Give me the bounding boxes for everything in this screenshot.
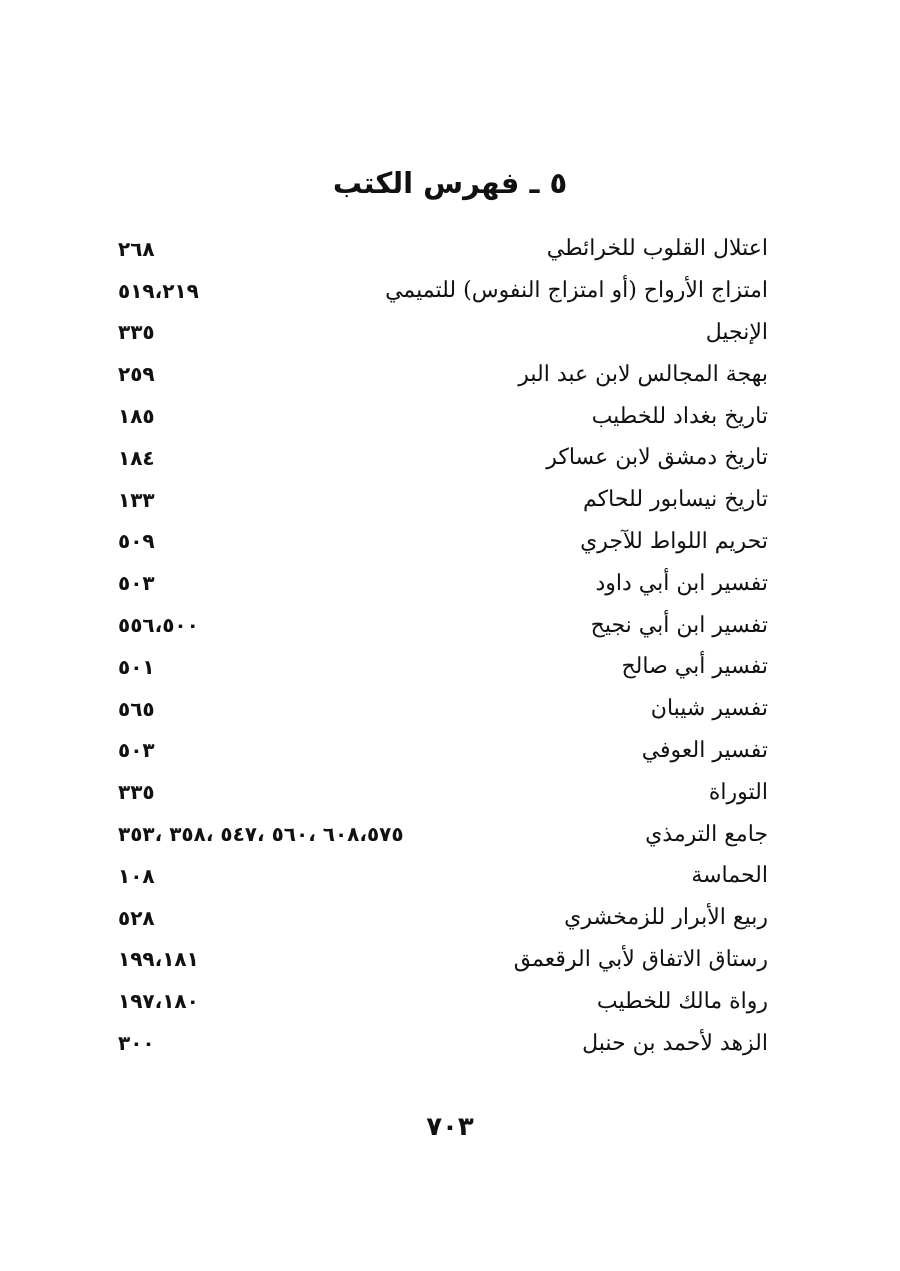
- entry-pages: ٣٣٥: [118, 780, 155, 805]
- entry-title: رواة مالك للخطيب: [596, 988, 768, 1014]
- index-entry: [118, 521, 768, 563]
- entry-title: تفسير ابن أبي نجيح: [590, 612, 768, 638]
- book-index-list: [118, 228, 768, 1064]
- entry-pages: ٥٠٩: [118, 529, 155, 554]
- entry-pages: ٥١٩،٢١٩: [118, 278, 199, 303]
- index-entry: [118, 228, 768, 270]
- entry-pages: ١٨٥: [118, 404, 155, 429]
- index-entry: [118, 1022, 768, 1064]
- index-entry: [118, 646, 768, 688]
- entry-title: تاريخ دمشق لابن عساكر: [546, 445, 768, 471]
- entry-pages: ٥٠٣: [118, 571, 155, 596]
- entry-title: تفسير العوفي: [641, 737, 768, 763]
- entry-title: جامع الترمذي: [645, 821, 768, 847]
- index-entry: [118, 771, 768, 813]
- entry-title: تحريم اللواط للآجري: [580, 528, 768, 554]
- entry-pages: ٦٠٨،٥٧٥ ،٥٦٠ ،٥٤٧ ،٣٥٨ ،٣٥٣: [118, 822, 404, 847]
- index-entry: [118, 604, 768, 646]
- index-entry: [118, 813, 768, 855]
- entry-title: الزهد لأحمد بن حنبل: [582, 1030, 768, 1056]
- entry-title: الإنجيل: [705, 319, 768, 345]
- entry-pages: ١٩٩،١٨١: [118, 947, 199, 972]
- entry-pages: ٢٥٩: [118, 362, 155, 387]
- entry-pages: ٣٣٥: [118, 320, 155, 345]
- index-entry: [118, 939, 768, 981]
- index-entry: [118, 437, 768, 479]
- index-entry: [118, 395, 768, 437]
- entry-title: امتزاج الأرواح (أو امتزاج النفوس) للتميمي: [385, 278, 768, 304]
- index-entry: [118, 897, 768, 939]
- index-entry: [118, 688, 768, 730]
- index-entry: [118, 353, 768, 395]
- entry-title: الحماسة: [691, 863, 768, 889]
- entry-title: تفسير ابن أبي داود: [595, 570, 768, 596]
- index-entry: [118, 730, 768, 772]
- entry-title: تفسير أبي صالح: [621, 654, 768, 680]
- page-title: ٥ ـ فهرس الكتب: [332, 166, 568, 201]
- index-entry: [118, 270, 768, 312]
- entry-pages: ٥٢٨: [118, 905, 155, 930]
- entry-title: تاريخ بغداد للخطيب: [591, 403, 768, 429]
- entry-title: اعتلال القلوب للخرائطي: [546, 236, 768, 262]
- entry-title: رستاق الاتفاق لأبي الرقعمق: [513, 946, 768, 972]
- entry-pages: ٥٠٣: [118, 738, 155, 763]
- entry-pages: ١٠٨: [118, 863, 155, 888]
- entry-title: تاريخ نيسابور للحاكم: [583, 487, 768, 513]
- entry-pages: ٥٦٥: [118, 696, 155, 721]
- entry-title: ربيع الأبرار للزمخشري: [564, 905, 768, 931]
- index-entry: [118, 562, 768, 604]
- entry-pages: ٣٠٠: [118, 1031, 155, 1056]
- entry-title: بهجة المجالس لابن عبد البر: [518, 361, 768, 387]
- entry-pages: ٥٥٦،٥٠٠: [118, 613, 199, 638]
- index-entry: [118, 479, 768, 521]
- entry-pages: ٥٠١: [118, 654, 155, 679]
- entry-pages: ١٣٣: [118, 487, 155, 512]
- index-entry: [118, 312, 768, 354]
- entry-pages: ١٨٤: [118, 445, 155, 470]
- entry-title: تفسير شيبان: [650, 696, 768, 722]
- entry-pages: ١٩٧،١٨٠: [118, 989, 199, 1014]
- index-entry: [118, 980, 768, 1022]
- page-number: ٧٠٣: [426, 1112, 474, 1142]
- index-entry: [118, 855, 768, 897]
- entry-title: التوراة: [708, 779, 768, 805]
- entry-pages: ٢٦٨: [118, 236, 155, 261]
